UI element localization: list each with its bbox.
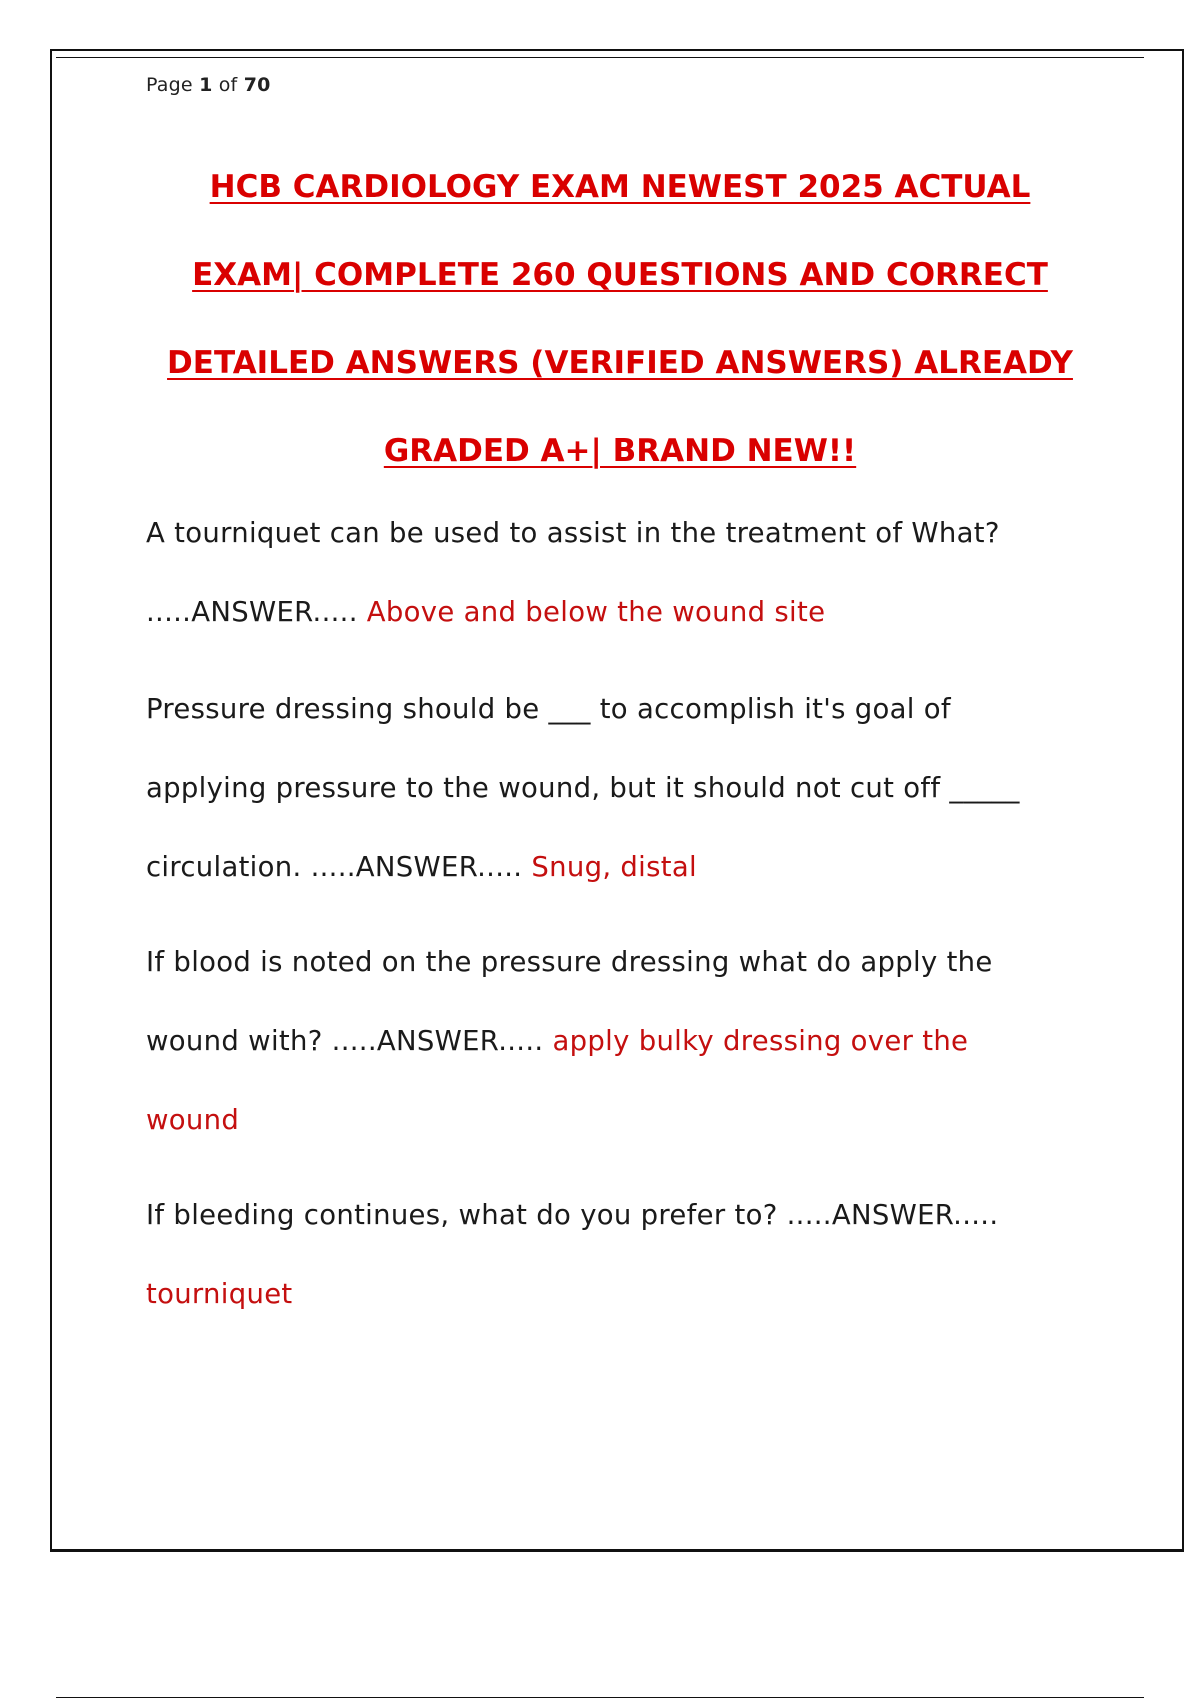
page-counter [146,74,271,96]
question-text: A tourniquet can be used to assist in the treatment of What? [146,517,1000,549]
answer-marker: .....ANSWER..... [310,851,523,883]
answer-text: Snug, distal [531,851,697,883]
title-line-4: GRADED A+| BRAND NEW!! [383,433,857,469]
question-text: applying pressure to the wound, but it should not cut off _____ [146,772,1020,804]
page-total: 70 [243,74,271,96]
page-current: 1 [199,74,213,96]
page-counter-prefix: Page [146,74,193,96]
qa-item-1 [146,494,1046,652]
answer-text-continued: wound [146,1104,240,1136]
title-line-3: DETAILED ANSWERS (VERIFIED ANSWERS) ALREADY [167,345,1073,381]
answer-text: apply bulky dressing over the [552,1025,969,1057]
qa-item-3 [146,923,1046,1160]
qa-item-2 [146,670,1046,907]
answer-marker: .....ANSWER..... [146,596,358,628]
answer-text: Above and below the wound site [366,596,826,628]
question-text: If blood is noted on the pressure dressing what do apply the [146,946,993,978]
answer-line [146,828,1046,907]
header-rule [56,57,1144,58]
qa-item-4 [146,1176,1046,1334]
footer-rule [56,1697,1144,1698]
question-text: If bleeding continues, what do you prefer to? [146,1199,778,1231]
answer-text: tourniquet [146,1278,293,1310]
document-title [140,143,1100,495]
title-line-2: EXAM| COMPLETE 260 QUESTIONS AND CORRECT [192,257,1048,293]
question-text: circulation. [146,851,302,883]
question-line [146,1176,1046,1255]
page-counter-of: of [218,74,238,96]
answer-line [146,1002,1046,1081]
answer-marker: .....ANSWER..... [331,1025,544,1057]
question-text: Pressure dressing should be ___ to accomplish it's goal of [146,693,951,725]
question-text: wound with? [146,1025,323,1057]
title-line-1: HCB CARDIOLOGY EXAM NEWEST 2025 ACTUAL [209,169,1031,205]
answer-marker: .....ANSWER..... [786,1199,999,1231]
answer-line [146,573,1046,652]
